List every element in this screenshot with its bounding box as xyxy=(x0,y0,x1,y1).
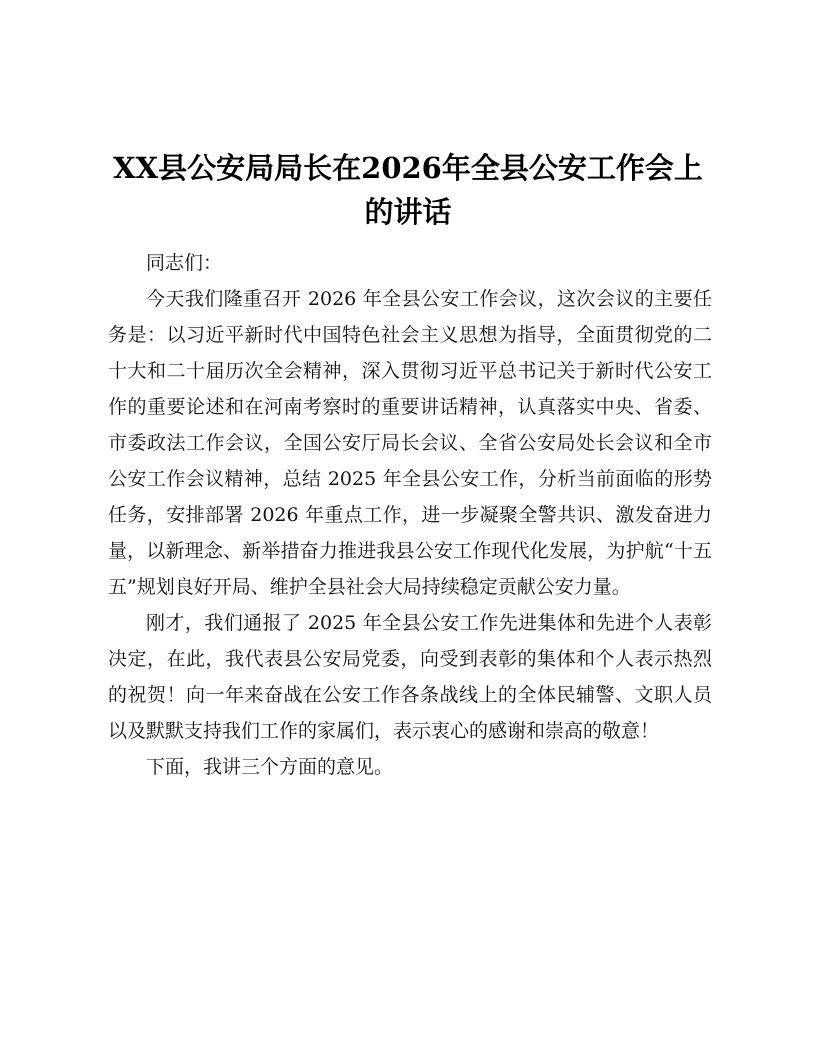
document-title: XX县公安局局长在2026年全县公安工作会上的讲话 xyxy=(113,151,703,229)
document-body xyxy=(108,245,712,785)
greeting: 同志们： xyxy=(146,252,223,274)
paragraph-commendation: 刚才，我们通报了 2025 年全县公安工作先进集体和先进个人表彰决定，在此，我代表县公安局党委，向受到表彰的集体和个人表示热烈的祝贺！向一年来奋战在公安工作各条战线上的全体民辅警、文职人员以及默默支持我们工作的家属们，表示衷心的感谢和崇高的敬意！ xyxy=(108,612,712,742)
paragraph-meeting-tasks: 今天我们隆重召开 2026 年全县公安工作会议，这次会议的主要任务是：以习近平新时代中国特色社会主义思想为指导，全面贯彻党的二十大和二十届历次全会精神，深入贯彻习近平总书记关于新时代公安工作的重要论述和在河南考察时的重要讲话精神，认真落实中央、省委、市委政法工作会议，全国公安厅局长会议、全省公安局处长会议和全市公安工作会议精神，总结 2025 年全县公安工作，分析当前面临的形势任务，安排部署 2026 年重点工作，进一步凝聚全警共识、激发奋进力量，以新理念、新举措奋力推进我县公安工作现代化发展，为护航“十五五”规划良好开局、维护全县社会大局持续稳定贡献公安力量。 xyxy=(108,288,712,598)
paragraph-outline: 下面，我讲三个方面的意见。 xyxy=(146,756,394,778)
